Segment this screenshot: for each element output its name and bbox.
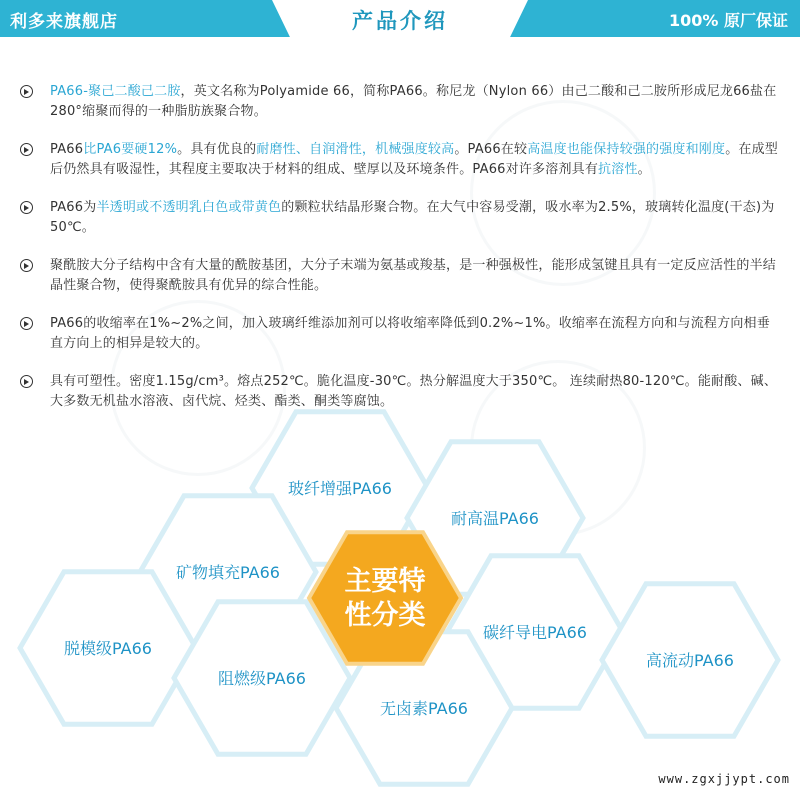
body-text: 。 <box>637 162 651 177</box>
body-text: ，英文名称为Polyamide 66，简称PA66。称尼龙（Nylon 66）由己二酸和己二胺所形成尼龙66盐在280°缩聚而得的一种脂肪族聚合物。 <box>50 84 777 119</box>
hexagon-label: 耐高温PA66 <box>451 509 539 528</box>
footer-url: www.zgxjjypt.com <box>658 772 790 786</box>
hexagon-label: 矿物填充PA66 <box>176 563 280 582</box>
body-text: 具有可塑性。密度1.15g/cm³。熔点252℃。脆化温度-30℃。热分解温度大于350℃。 连续耐热80-120℃。能耐酸、碱、大多数无机盐水溶液、卤代烷、烃类、酯类、酮类等腐蚀。 <box>50 374 778 409</box>
body-text: PA66的收缩率在1%~2%之间，加入玻璃纤维添加剂可以将收缩率降低到0.2%~1%。收缩率在流程方向和与流程方向相垂直方向上的相异是较大的。 <box>50 316 770 351</box>
store-name: 利多来旗舰店 <box>10 12 118 32</box>
hexagon-label: 高流动PA66 <box>646 651 734 670</box>
hex-high-flow <box>602 584 778 736</box>
highlight-text: 高温度也能保持较强的强度和刚度 <box>527 142 726 157</box>
highlight-text: 抗溶性 <box>598 162 638 177</box>
highlight-text: 半透明或不透明乳白色或带黄色 <box>96 200 282 215</box>
hexagon-label: 玻纤增强PA66 <box>288 479 392 498</box>
page-title: 产品介绍 <box>352 9 448 33</box>
body-text: 。具有优良的 <box>177 142 257 157</box>
guarantee-text: 100% 原厂保证 <box>668 11 788 30</box>
highlight-text: PA66-聚己二酸己二胺 <box>50 84 181 99</box>
highlight-text: 比PA6要硬12% <box>83 142 178 157</box>
body-text: 。在成型后仍然具有吸湿性，其程度主要取决于材料的组成、壁厚以及环境条件。PA66对许多溶剂具有 <box>50 142 779 177</box>
body-text: 。PA66在较 <box>454 142 528 157</box>
body-text: 的颗粒状结晶形聚合物。在大气中容易受潮，吸水率为2.5%，玻璃转化温度(干态)为50℃。 <box>50 200 775 235</box>
center-label-line: 性分类 <box>344 600 426 631</box>
hexagon-label: 无卤素PA66 <box>380 699 468 718</box>
body-text: 聚酰胺大分子结构中含有大量的酰胺基团，大分子末端为氨基或羧基，是一种强极性，能形成氢键且具有一定反应活性的半结晶性聚合物，使得聚酰胺具有优异的综合性能。 <box>50 258 777 293</box>
hexagon-label: 脱模级PA66 <box>64 639 152 658</box>
center-label-line: 主要特 <box>344 566 426 597</box>
body-text: PA66 <box>50 142 84 157</box>
body-text: PA66为 <box>50 200 97 215</box>
hexagon-label: 阻燃级PA66 <box>218 669 306 688</box>
hexagon-label: 碳纤导电PA66 <box>483 623 587 642</box>
highlight-text: 耐磨性、自润滑性，机械强度较高 <box>256 142 455 157</box>
